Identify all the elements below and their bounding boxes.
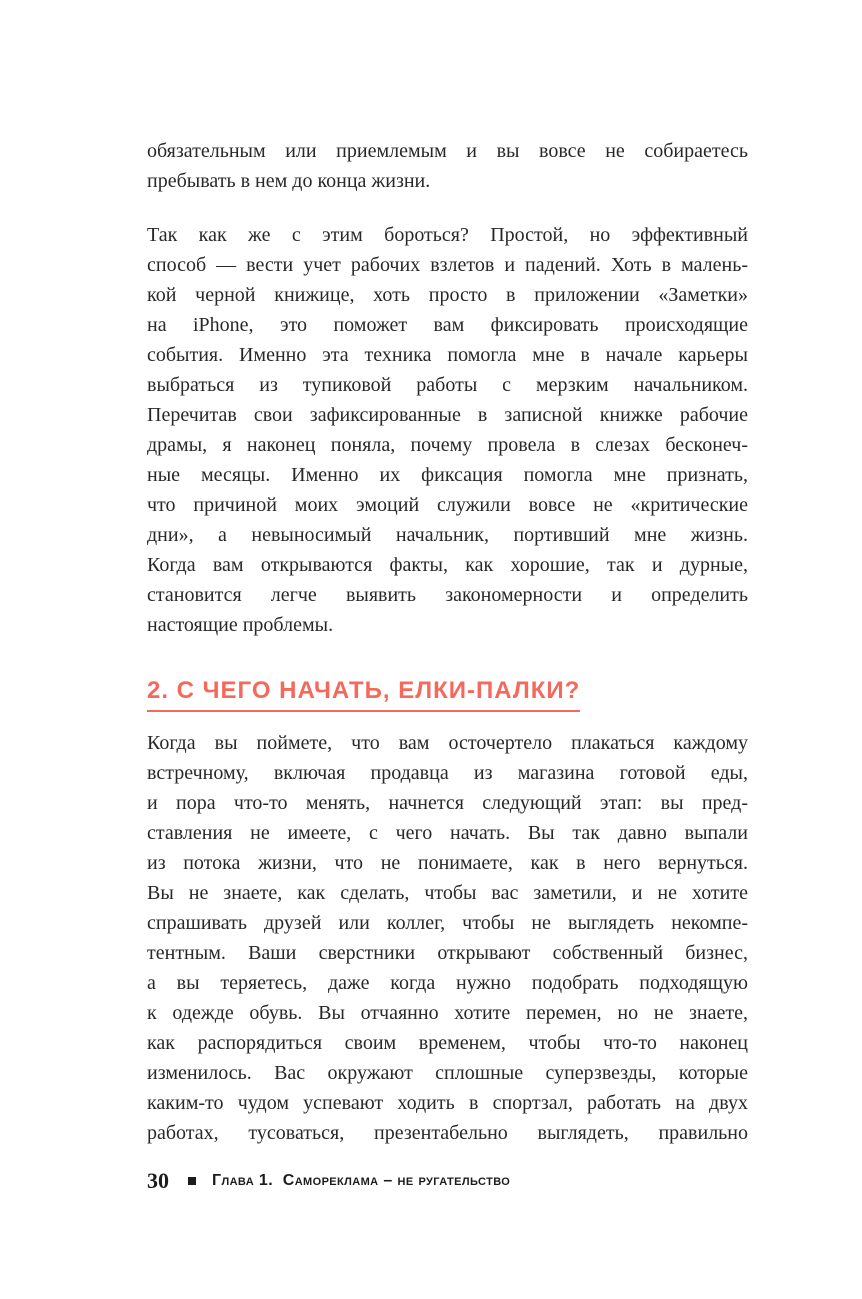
text-line: драмы, я наконец поняла, почему провела в слезах бесконеч- bbox=[147, 434, 748, 456]
text-line: выбраться из тупиковой работы с мерзким начальником. bbox=[147, 374, 748, 396]
text-line: дни», а невыносимый начальник, портивший мне жизнь. bbox=[147, 524, 748, 546]
text-line: тентным. Ваши сверстники открывают собственный бизнес, bbox=[147, 942, 748, 964]
text-line: способ — вести учет рабочих взлетов и падений. Хоть в малень- bbox=[147, 254, 748, 276]
text-line: Когда вы поймете, что вам осточертело плакаться каждому bbox=[147, 732, 748, 754]
text-line: Перечитав свои зафиксированные в записной книжке рабочие bbox=[147, 404, 748, 426]
text-line: из потока жизни, что не понимаете, как в него вернуться. bbox=[147, 852, 748, 874]
text-line: каким-то чудом успевают ходить в спортзал, работать на двух bbox=[147, 1092, 748, 1114]
text-line: на iPhone, это поможет вам фиксировать происходящие bbox=[147, 314, 748, 336]
paragraph bbox=[147, 220, 748, 640]
text-line: и пора что-то менять, начнется следующий этап: вы пред- bbox=[147, 792, 748, 814]
section-heading-text: 2. С ЧЕГО НАЧАТЬ, ЕЛКИ-ПАЛКИ? bbox=[147, 678, 580, 712]
text-line: ные месяцы. Именно их фиксация помогла мне признать, bbox=[147, 464, 748, 486]
text-line: обязательным или приемлемым и вы вовсе не собираетесь bbox=[147, 140, 748, 162]
text-line: встречному, включая продавца из магазина готовой еды, bbox=[147, 762, 748, 784]
text-line: Вы не знаете, как сделать, чтобы вас заметили, и не хотите bbox=[147, 882, 748, 904]
square-bullet-icon bbox=[188, 1177, 196, 1185]
text-line: становится легче выявить закономерности и определить bbox=[147, 584, 748, 606]
paragraph bbox=[147, 136, 748, 196]
text-line: ставления не имеете, с чего начать. Вы так давно выпали bbox=[147, 822, 748, 844]
text-line: Так как же с этим бороться? Простой, но эффективный bbox=[147, 224, 748, 246]
page-number: 30 bbox=[147, 1168, 169, 1193]
section-heading bbox=[147, 678, 748, 712]
text-line: что причиной моих эмоций служили вовсе не «критические bbox=[147, 494, 748, 516]
text-line: пребывать в нем до конца жизни. bbox=[147, 170, 431, 192]
text-line: кой черной книжице, хоть просто в приложении «Заметки» bbox=[147, 284, 748, 306]
text-line: работах, тусоваться, презентабельно выглядеть, правильно bbox=[147, 1122, 748, 1144]
text-line: как распорядиться своим временем, чтобы что-то наконец bbox=[147, 1032, 748, 1054]
text-line: спрашивать друзей или коллег, чтобы не выглядеть некомпе- bbox=[147, 912, 748, 934]
running-title: Глава 1. Самореклама – не ругательство bbox=[212, 1172, 511, 1189]
paragraph bbox=[147, 728, 748, 1148]
text-line: Когда вам открываются факты, как хорошие, так и дурные, bbox=[147, 554, 748, 576]
text-line: к одежде обувь. Вы отчаянно хотите перемен, но не знаете, bbox=[147, 1002, 748, 1024]
text-line: изменилось. Вас окружают сплошные суперзвезды, которые bbox=[147, 1062, 748, 1084]
text-line: а вы теряетесь, даже когда нужно подобрать подходящую bbox=[147, 972, 748, 994]
text-line: события. Именно эта техника помогла мне в начале карьеры bbox=[147, 344, 748, 366]
page-footer bbox=[147, 1170, 510, 1192]
text-line: настоящие проблемы. bbox=[147, 614, 334, 636]
page-body bbox=[147, 136, 748, 1148]
